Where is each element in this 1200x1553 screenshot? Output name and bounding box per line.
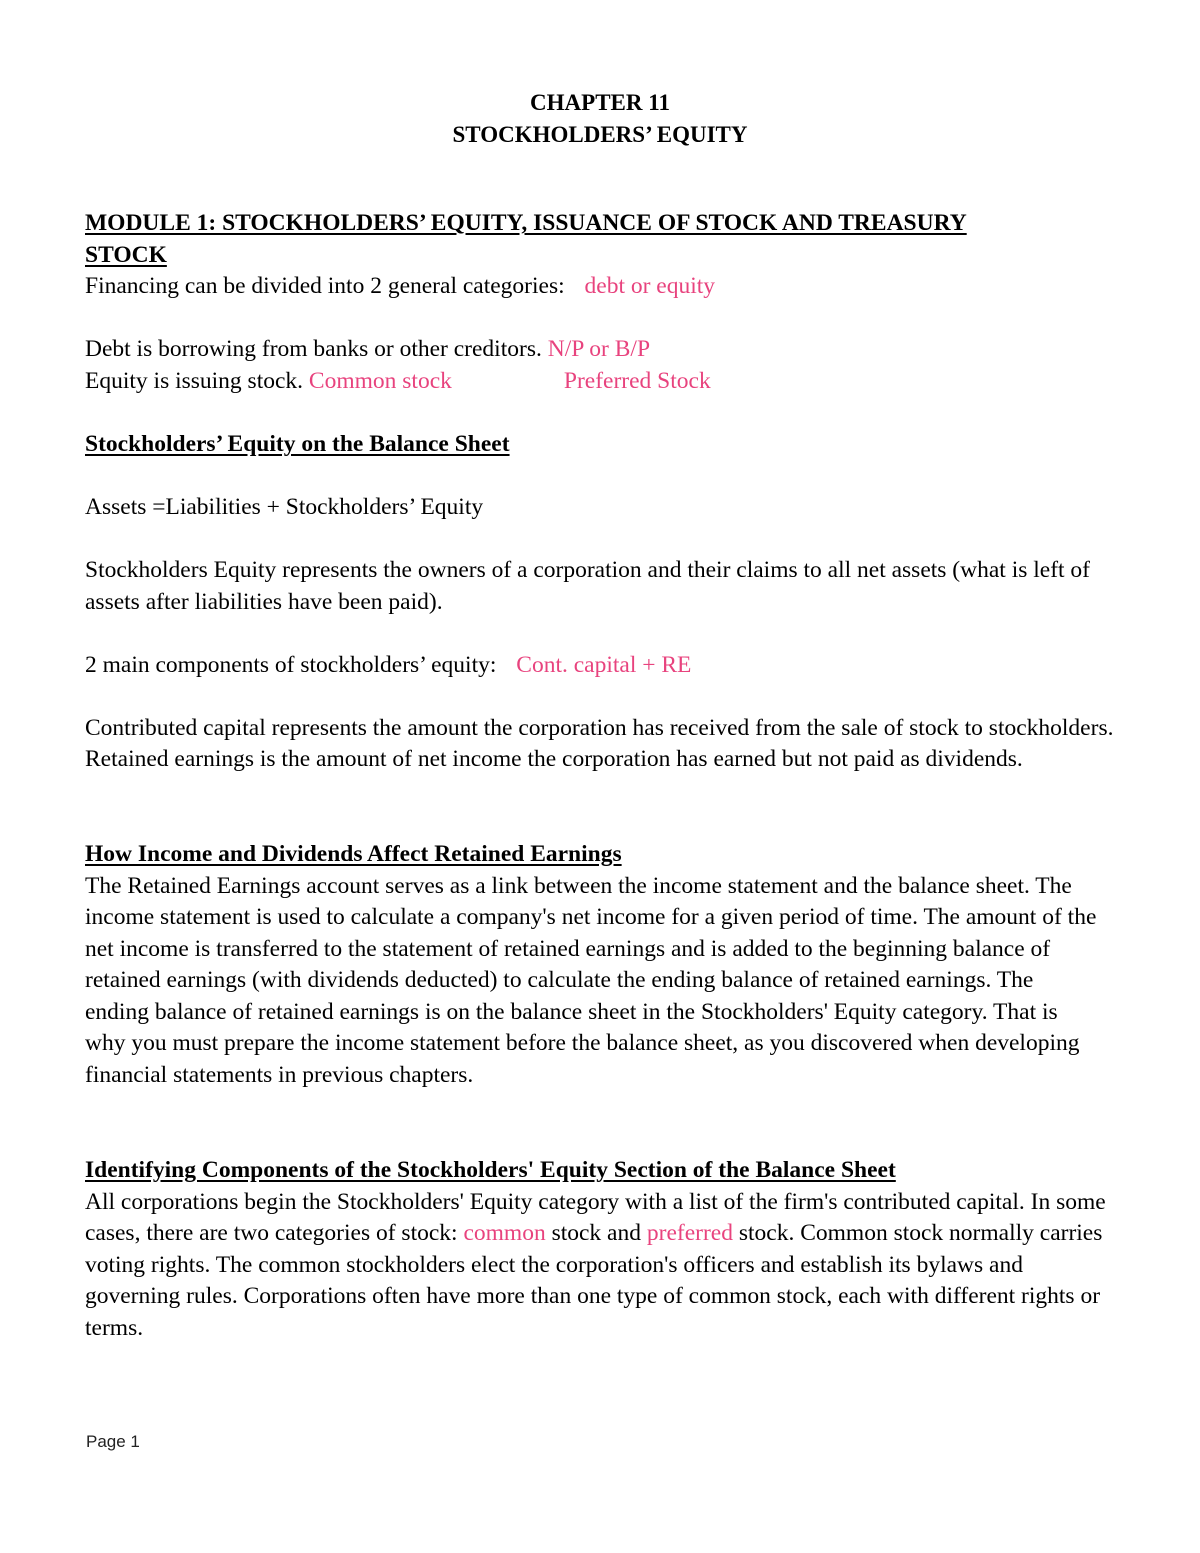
blank-line <box>85 681 1125 713</box>
equity-answer-common: Common stock <box>308 367 452 394</box>
components-text: 2 main components of stockholders’ equity: <box>85 651 497 678</box>
financing-line <box>85 271 1125 303</box>
financing-answer: debt or equity <box>584 273 716 299</box>
blank-line <box>85 303 1125 335</box>
components-paragraph <box>85 1187 1115 1345</box>
balance-sheet-section <box>85 429 1125 776</box>
components-answer: Cont. capital + RE <box>516 651 692 678</box>
equity-line <box>85 366 1125 398</box>
debt-answer: N/P or B/P <box>547 336 651 362</box>
balance-sheet-heading: Stockholders’ Equity on the Balance Sheet <box>85 431 510 457</box>
retained-earnings-section <box>85 839 1125 1091</box>
debt-line <box>85 334 1125 366</box>
components-heading: Identifying Components of the Stockholders' Equity Section of the Balance Sheet <box>85 1157 896 1183</box>
chapter-title: STOCKHOLDERS’ EQUITY <box>452 122 748 147</box>
components-section <box>85 1155 1125 1344</box>
retained-earnings-paragraph: The Retained Earnings account serves as a link between the income statement and the balance sheet. The income statement is used to calculate a company's net income for a given period of time. The amount of the net income is transferred to the statement of retained earnings and is added to the beginning balance of retained earnings (with dividends deducted) to calculate the ending balance of retained earnings. The ending balance of retained earnings is on the balance sheet in the Stockholders' Equity category. That is why you must prepare the income statement before the balance sheet, as you discovered when developing financial statements in previous chapters. <box>85 872 1097 1088</box>
retained-earnings-heading: How Income and Dividends Affect Retained Earnings <box>85 841 622 867</box>
components-body-part1: All corporations begin the Stockholders' Equity category with a list of the firm's contributed capital. In some cases, there are two categories of stock: <box>85 1188 1106 1246</box>
contributed-capital-paragraph: Contributed capital represents the amount the corporation has received from the sale of stock to stockholders. Retained earnings is the amount of net income the corporation has earned but not paid as dividends. <box>85 714 1114 772</box>
blank-line <box>85 524 1125 556</box>
page-number: Page 1 <box>86 1432 140 1451</box>
common-highlight: common <box>463 1220 546 1246</box>
accounting-equation: Assets =Liabilities + Stockholders’ Equity <box>85 494 484 520</box>
blank-line <box>85 618 1125 650</box>
module-section <box>85 208 1125 397</box>
components-body-part2: stock and <box>545 1220 647 1246</box>
components-body-part3: stock. Common stock normally carries voting rights. The common stockholders elect the corporation's officers and establish its bylaws and governing rules. Corporations often have more than one type of common stock, each with different rights or terms. <box>85 1220 1103 1341</box>
debt-text: Debt is borrowing from banks or other creditors. <box>85 336 542 362</box>
financing-text: Financing can be divided into 2 general categories: <box>85 273 565 299</box>
equity-definition: Stockholders Equity represents the owners of a corporation and their claims to all net assets (what is left of assets after liabilities have been paid). <box>85 557 1091 615</box>
equity-answer-preferred: Preferred Stock <box>563 367 711 394</box>
chapter-number: CHAPTER 11 <box>530 90 670 115</box>
blank-line <box>85 461 1125 493</box>
preferred-highlight: preferred <box>646 1220 733 1246</box>
components-line <box>85 650 1125 682</box>
equity-text: Equity is issuing stock. <box>85 367 304 394</box>
module-heading: MODULE 1: STOCKHOLDERS’ EQUITY, ISSUANCE OF STOCK AND TREASURY STOCK <box>85 210 967 268</box>
